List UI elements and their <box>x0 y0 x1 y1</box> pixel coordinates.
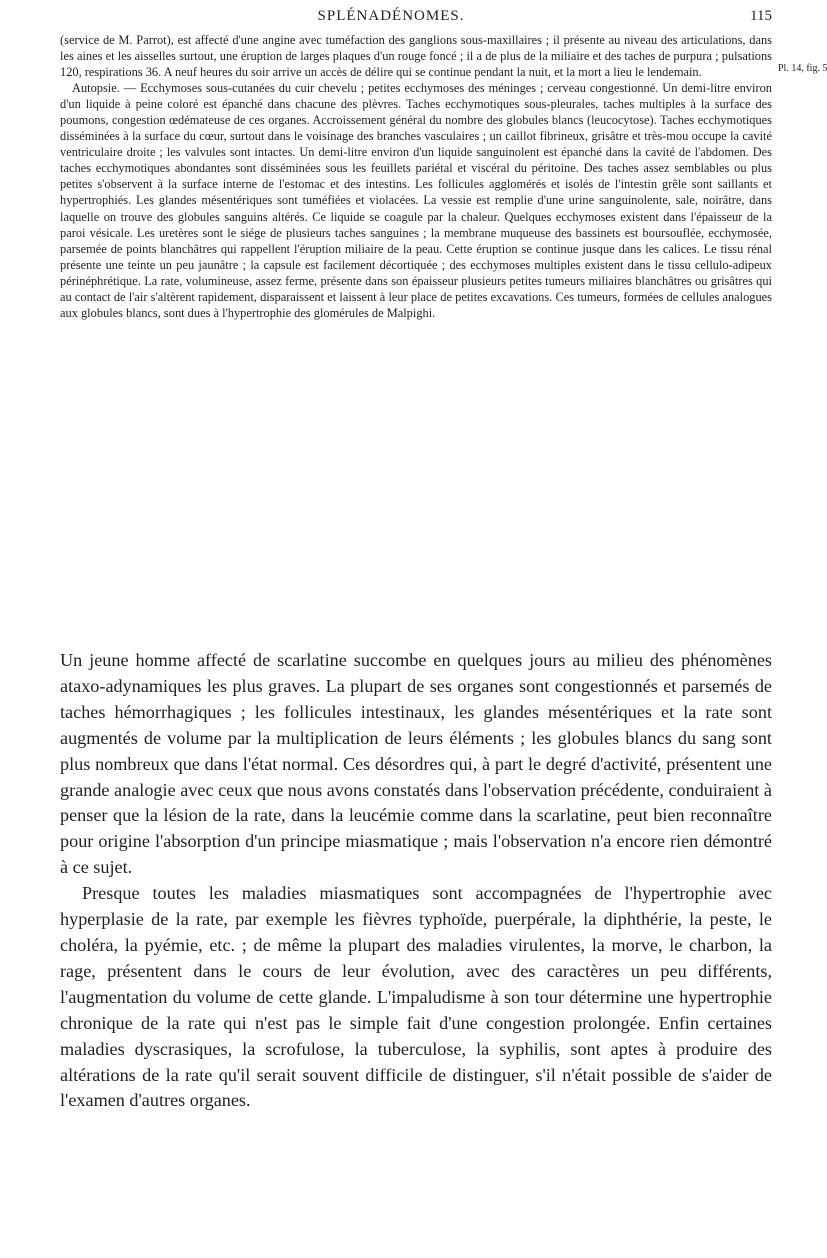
plate-reference: Pl. 14, fig. 5 <box>778 63 827 74</box>
case-report-small-print <box>60 32 772 321</box>
autopsy-paragraph: Autopsie. — Ecchymoses sous-cutanées du cuir chevelu ; petites ecchymoses des méninges ; cerveau congestionné. Un demi-litre environ d'un liquide à peine coloré est épanché dans chacune des plèvres. Taches ecchymotiques sous-pleurales, taches multiples à la surface des poumons, congestion œdémateuse de ces organes. Accroissement général du nombre des globules blancs (leucocytose). Taches ecchymotiques disséminées à la surface du cœur, surtout dans le voisinage des branches vasculaires ; un caillot fibrineux, grisâtre et très-mou occupe la cavité ventriculaire droite ; les valvules sont intactes. Un demi-litre environ d'un liquide sanguinolent est épanché dans la cavité de l'abdomen. Des taches ecchymotiques abondantes sont disséminées sous les feuillets pariétal et viscéral du péritoine. Des taches assez semblables ou plus petites s'observent à la surface interne de l'estomac et des intestins. Les follicules agglomérés et isolés de l'intestin grêle sont saillants et hypertrophiés. Les glandes mésentériques sont tuméfiées et violacées. La vessie est remplie d'une urine sanguinolente, sale, noirâtre, dans laquelle on trouve des globules sanguins altérés. Ce liquide se coagule par la chaleur. Quelques ecchymoses existent dans l'épaisseur de la paroi vésicale. Les uretères sont le siége de plusieurs taches sanguines ; la membrane muqueuse des bassinets est boursouflée, ecchymosée, parsemée de points blanchâtres qui rappellent l'éruption miliaire de la peau. Cette éruption se continue jusque dans les calices. Le tissu rénal présente une teinte un peu jaunâtre ; la capsule est facilement décortiquée ; des ecchymoses multiples existent dans le tissu cellulo-adipeux périnéphrétique. La rate, volumineuse, assez ferme, présente dans son épaisseur plusieurs petites tumeurs miliaires blanchâtres ou grisâtres qui au contact de l'air s'altèrent rapidement, disparaissent et laissent à leur place de petites excavations. Ces tumeurs, formées de cellules analogues aux globules blancs, sont dues à l'hypertrophie des glomérules de Malpighi. <box>60 81 772 320</box>
body-paragraph-scarlatine: Un jeune homme affecté de scarlatine succombe en quelques jours au milieu des phénomènes ataxo-adynamiques les plus graves. La plupart de ses organes sont congestionnés et parsemés de taches hémorrhagiques ; les follicules intestinaux, les glandes mésentériques et la rate sont augmentés de volume par la multiplication de leurs éléments ; les globules blancs du sang sont plus nombreux que dans l'état normal. Ces désordres qui, à part le degré d'activité, présentent une grande analogie avec ceux que nous avons constatés dans l'observation précédente, conduiraient à penser que la lésion de la rate, dans la leucémie comme dans la scarlatine, peut bien reconnaître pour origine l'absorption d'un principe miasmatique ; mais l'observation n'a encore rien démontré à ce sujet. <box>60 650 772 878</box>
main-body-text <box>60 648 772 1114</box>
page-number: 115 <box>750 8 772 24</box>
case-history-paragraph: (service de M. Parrot), est affecté d'une angine avec tuméfaction des ganglions sous-maxillaires ; il présente au niveau des articulations, dans les aines et les aisselles surtout, une éruption de larges plaques d'un rouge foncé ; il a de plus de la miliaire et des taches de purpura ; pulsations 120, respirations 36. A neuf heures du soir arrive un accès de délire qui se continue pendant la nuit, et la mort a lieu le lendemain. <box>60 33 772 80</box>
page-header <box>10 8 772 30</box>
body-paragraph-miasmatic: Presque toutes les maladies miasmatiques sont accompagnées de l'hypertrophie avec hyperplasie de la rate, par exemple les fièvres typhoïde, puerpérale, la diphthérie, la peste, le choléra, la pyémie, etc. ; de même la plupart des maladies virulentes, la morve, le charbon, la rage, présentent dans le cours de leur évolution, avec des caractères un peu différents, l'augmentation du volume de cette glande. L'impaludisme à son tour détermine une hypertrophie chronique de la rate qui n'est pas le simple fait d'une congestion prolongée. Enfin certaines maladies dyscrasiques, la scrofulose, la tuberculose, la syphilis, sont aptes à produire des altérations de la rate qu'il serait souvent difficile de distinguer, s'il n'était possible de s'aider de l'examen d'autres organes. <box>60 883 772 1111</box>
running-title: SPLÉNADÉNOMES. <box>317 8 465 24</box>
